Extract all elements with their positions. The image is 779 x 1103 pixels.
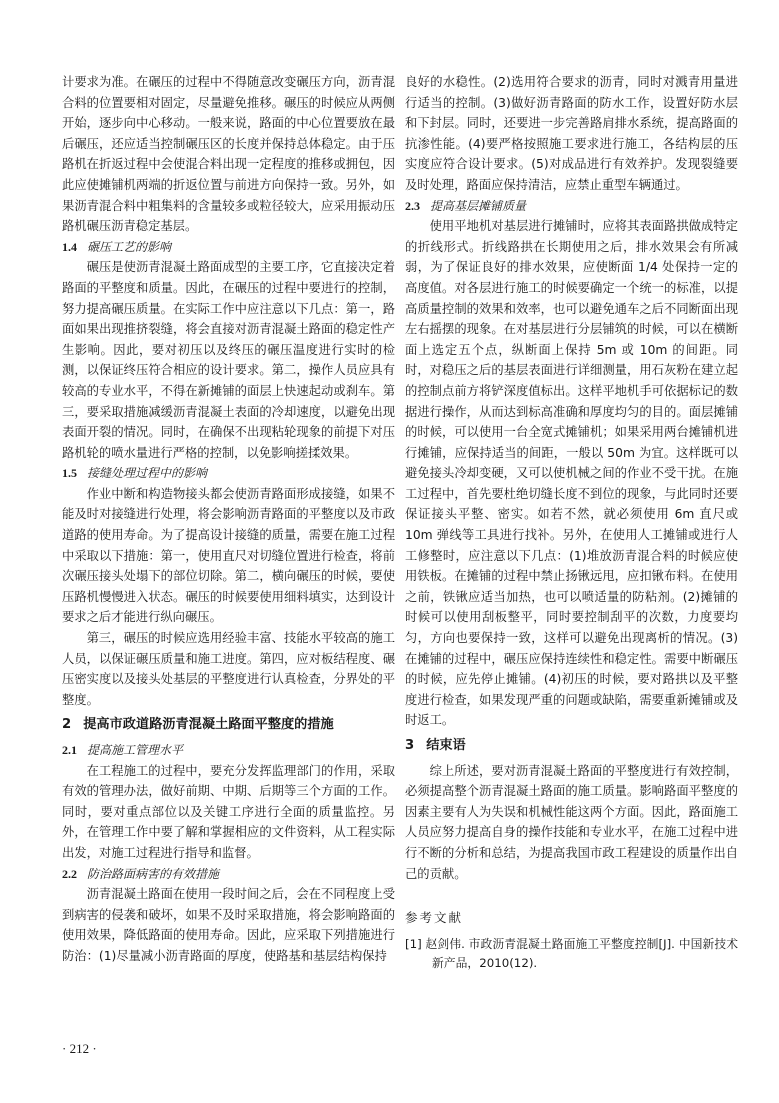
section-heading-2-1 (62, 740, 395, 761)
section-heading-2 (62, 715, 395, 736)
reference-item: [1] 赵剑伟. 市政沥青混凝土路面施工平整度控制[J]. 中国新技术新产品，2010(12). (405, 936, 738, 970)
section-number: 2.3 (405, 198, 420, 213)
paragraph: 良好的水稳性。(2)选用符合要求的沥青，同时对溅青用量进行适当的控制。(3)做好沥青路面的防水工作，设置好防水层和下封层。同时，还要进一步完善路肩排水系统，提高路面的抗渗性能。(4)要严格按照施工要求进行施工，各结构层的压实度应符合设计要求。(5)对成品进行有效养护。发现裂缝要及时处理，路面应保持清洁，应禁止重型车辆通过。 (405, 75, 738, 192)
section-number: 2 (62, 717, 72, 733)
section-heading-1-4 (62, 237, 395, 258)
section-title: 提高施工管理水平 (87, 743, 184, 757)
paragraph: 使用平地机对基层进行摊铺时，应将其表面路拱做成特定的折线形式。折线路拱在长期使用之后，排水效果会有所减弱，为了保证良好的排水效果，应使断面 1/4 处保持一定的高度值。对各层进行施工的时候要确定一个统一的标准，以提高质量控制的效果和效率，也可以避免通车之后不同断面出现左右摇摆的现象。在对基层进行分层铺筑的时候，可以在横断面上选定五个点，纵断面上保持 5m 或 10m 的间距。同时，对稳压之后的基层表面进行详细测量，用石灰粉在建立起的控制点前方将铲深度值标出。这样平地机手可依据标记的数据进行操作，从而达到标高准确和厚度均匀的目的。面层摊铺的时候，可以使用一台全宽式摊铺机；如果采用两台摊铺机进行摊铺，应保持适当的间距，一般以 50m 为宜。这样既可以避免接头冷却变硬，又可以使机械之间的作业不受干扰。在施工过程中，首先要杜绝切缝长度不到位的现象，与此同时还要保证接头平整、密实。如若不然，就必须使用 6m 直尺或 10m 弹线等工具进行找补。另外，在使用人工摊铺或进行人工修整时，应注意以下几点：(1)堆放沥青混合料的时候应使用铁板。在摊铺的过程中禁止扬锹远甩，应扣锹布料。在使用之前，铁锹应适当加热，也可以喷适量的防粘剂。(2)摊铺的时候可以使用刮板整平，同时要控制刮平的次数，力度要均匀，方向也要保持一致，这样可以避免出现离析的情况。(3)在摊铺的过程中，碾压应保持连续性和稳定性。需要中断碾压的时候，应先停止摊铺。(4)初压的时候，要对路拱以及平整度进行检查，如果发现严重的问题或缺陷，需要重新摊铺或及时返工。 (405, 219, 738, 728)
section-number: 2.1 (62, 743, 77, 757)
section-heading-1-5 (62, 463, 395, 484)
paragraph: 沥青混凝土路面在使用一段时间之后，会在不同程度上受到病害的侵袭和破坏，如果不及时采取措施，将会影响路面的使用效果，降低路面的使用寿命。因此，应采取下列措施进行防治：(1)尽量减小沥青路面的厚度，使路基和基层结构保持 (62, 887, 395, 963)
paragraph: 计要求为准。在碾压的过程中不得随意改变碾压方向，沥青混合料的位置要相对固定，尽量避免推移。碾压的时候应从两侧开始，逐步向中心移动。一般来说，路面的中心位置要放在最后碾压，还应适当控制碾压区的长度并保持总体稳定。由于压路机在折返过程中会使混合料出现一定程度的推移或拥包，因此应使摊铺机两端的折返位置与前进方向保持一致。另外，如果沥青混合料中粗集料的含量较多或粒径较大，应采用振动压路机碾压沥青稳定基层。 (62, 75, 395, 234)
paragraph: 在工程施工的过程中，要充分发挥监理部门的作用，采取有效的管理办法，做好前期、中期、后期等三个方面的工作。同时，要对重点部位以及关键工序进行全面的质量监控。另外，在管理工作中要了解和掌握相应的文件资料，从工程实际出发，对施工过程进行指导和监督。 (62, 763, 395, 860)
section-number: 1.4 (62, 239, 77, 254)
section-title: 防治路面病害的有效措施 (87, 866, 220, 881)
section-heading-2-3 (405, 196, 738, 217)
references-title: 参考文献 (405, 910, 464, 926)
section-title: 提高市政道路沥青混凝土路面平整度的措施 (83, 717, 334, 733)
section-number: 3 (405, 738, 415, 753)
page-number: · 212 · (62, 1041, 97, 1056)
section-heading-2-2 (62, 864, 395, 885)
paragraph: 第三，碾压的时候应选用经验丰富、技能水平较高的施工人员，以保证碾压质量和施工进度。第四，应对板结程度、碾压密实度以及接头处基层的平整度进行认真检查，分界处的平整度。 (62, 631, 395, 707)
paragraph: 综上所述，要对沥青混凝土路面的平整度进行有效控制，必须提高整个沥青混凝土路面的施工质量。影响路面平整度的因素主要有人为失误和机械性能这两个方面。因此，路面施工人员应努力提高自身的操作技能和专业水平，在施工过程中进行不断的分析和总结，为提高我国市政工程建设的质量作出自己的贡献。 (405, 763, 738, 881)
section-heading-3 (405, 736, 738, 757)
paragraph: 碾压是使沥青混凝土路面成型的主要工序，它直接决定着路面的平整度和质量。因此，在碾压的过程中要进行的控制，努力提高碾压质量。在实际工作中应注意以下几点：第一，路面如果出现推挤裂缝，将会直接对沥青混凝土路面的稳定性产生影响。因此，要对初压以及终压的碾压温度进行实时的检测，以保证终压符合相应的设计要求。第二，操作人员应具有较高的专业水平，不得在新摊铺的面层上快速起动或刹车。第三，要采取措施减缓沥青混凝土表面的冷却速度，以避免出现表面开裂的情况。同时，在确保不出现粘轮现象的前提下对压路机轮的喷水量进行严格的控制，以免影响搓揉效果。 (62, 260, 395, 460)
section-title: 碾压工艺的影响 (87, 239, 172, 254)
section-title: 结束语 (426, 738, 466, 753)
paragraph: 作业中断和构造物接头都会使沥青路面形成接缝，如果不能及时对接缝进行处理，将会影响沥青路面的平整度以及市政道路的使用寿命。为了提高设计接缝的质量，需要在施工过程中采取以下措施：第一，使用直尺对切缝位置进行检查，将前次碾压接头处塌下的部位切除。第二，横向碾压的时候，要使压路机慢慢进入状态。碾压的时候要使用细料填实，达到设计要求之后才能进行纵向碾压。 (62, 486, 395, 625)
section-title: 接缝处理过程中的影响 (87, 466, 208, 481)
section-title: 提高基层摊铺质量 (430, 198, 527, 213)
left-column (62, 72, 395, 967)
section-number: 2.2 (62, 866, 77, 881)
right-column (405, 72, 738, 973)
section-number: 1.5 (62, 466, 77, 481)
